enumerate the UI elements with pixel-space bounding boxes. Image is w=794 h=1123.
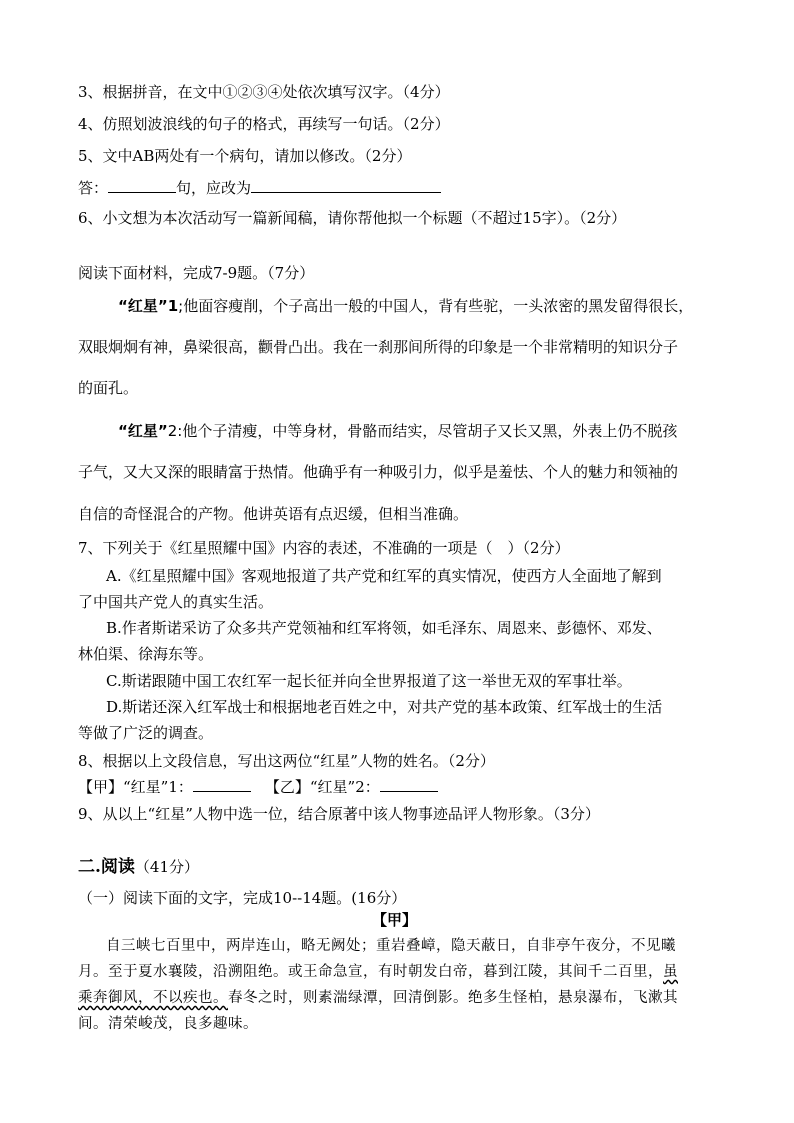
- classical-line-1: 自三峡七百里中，两岸连山，略无阙处；重岩叠嶂，隐天蔽日，自非亭午夜分，不见曦: [106, 938, 676, 954]
- classical-line-4: 间。清荣峻茂，良多趣味。: [78, 1016, 258, 1032]
- classical-line-3: [78, 988, 678, 1008]
- classical-wavy-2b: 虽: [663, 964, 678, 980]
- star1-line-2: 双眼炯炯有神，鼻梁很高，颧骨凸出。我在一刹那间所得的印象是一个非常精明的知识分子: [78, 338, 679, 356]
- q7-option-d-2: 等做了广泛的调查。: [78, 724, 214, 742]
- classical-wavy-3a: 乘奔御风，不以疾也。: [78, 990, 228, 1006]
- q8-yi-blank[interactable]: [380, 777, 438, 792]
- star2-line-3: 自信的奇怪混合的产物。他讲英语有点迟缓，但相当准确。: [78, 505, 469, 523]
- sub1-line: （一）阅读下面的文字，完成10--14题。(16分）: [78, 889, 407, 907]
- q3-line: 3、根据拼音，在文中①②③④处依次填写汉字。（4分）: [78, 83, 450, 101]
- q7-stem: 7、下列关于《红星照耀中国》内容的表述，不准确的一项是（ ）（2分）: [78, 539, 570, 557]
- q4-line: 4、仿照划波浪线的句子的格式，再续写一句话。（2分）: [78, 115, 450, 133]
- reading-intro: 阅读下面材料，完成7-9题。（7分）: [78, 264, 315, 282]
- q7-option-d-1: D.斯诺还深入红军战士和根据地老百姓之中，对共产党的基本政策、红军战士的生活: [106, 698, 663, 716]
- star2-line-2: 子气，又大又深的眼睛富于热情。他确乎有一种吸引力，似乎是羞怯、个人的魅力和领袖的: [78, 463, 679, 481]
- answer-mid: 句，应改为: [176, 179, 252, 197]
- q8-yi-label: 【乙】“红星”2：: [264, 778, 380, 796]
- star1-line-1: [118, 296, 693, 316]
- q8-stem: 8、根据以上文段信息，写出这两位“红星”人物的姓名。（2分）: [78, 752, 495, 770]
- classical-text-3b: 春冬之时，则素湍绿潭，回清倒影。绝多生怪柏，悬泉瀑布，飞漱其: [228, 990, 678, 1006]
- star1-line-3: 的面孔。: [78, 379, 139, 397]
- q7-option-b-1: B.作者斯诺采访了众多共产党领袖和红军将领，如毛泽东、周恩来、彭德怀、邓发、: [106, 619, 662, 637]
- star1-text-1: ;他面容瘦削，个子高出一般的中国人，背有些驼，一头浓密的黑发留得很长，: [178, 297, 694, 315]
- star1-label: “红星”1: [118, 297, 179, 315]
- q8-jia-label: 【甲】“红星”1：: [78, 778, 193, 796]
- q8-answers: [78, 777, 438, 797]
- answer-line: [78, 178, 441, 198]
- answer-blank-2[interactable]: [251, 178, 441, 193]
- q9-line: 9、从以上“红星”人物中选一位，结合原著中该人物事迹品评人物形象。（3分）: [78, 805, 600, 823]
- q5-line: 5、文中AB两处有一个病句，请加以修改。（2分）: [78, 147, 412, 165]
- q7-option-c-1: C.斯诺跟随中国工农红军一起长征并向全世界报道了这一举世无双的军事壮举。: [106, 672, 632, 690]
- q7-option-a-2: 了中国共产党人的真实生活。: [78, 593, 274, 611]
- q6-line: 6、小文想为本次活动写一篇新闻稿，请你帮他拟一个标题（不超过15字）。（2分）: [78, 209, 627, 227]
- star2-text-1: 2:他个子清瘦，中等身材，骨骼而结实，尽管胡子又长又黑，外表上仍不脱孩: [167, 422, 678, 440]
- section2-score: （41分）: [134, 858, 200, 876]
- q7-option-a-1: A.《红星照耀中国》客观地报道了共产党和红军的真实情况，使西方人全面地了解到: [106, 567, 662, 585]
- section2-heading: [78, 857, 199, 877]
- q8-jia-blank[interactable]: [193, 777, 251, 792]
- classical-line-2: [78, 962, 678, 982]
- answer-prefix: 答：: [78, 179, 109, 197]
- star2-label: “红星”: [118, 422, 168, 440]
- q7-option-b-2: 林伯渠、徐海东等。: [78, 645, 214, 663]
- star2-line-1: [118, 421, 677, 441]
- jia-title: 【甲】: [372, 911, 418, 929]
- section2-title: 二.阅读: [78, 857, 135, 877]
- answer-blank-1[interactable]: [108, 178, 176, 193]
- classical-text-2a: 月。至于夏水襄陵，沿溯阻绝。或王命急宣，有时朝发白帝，暮到江陵，其间千二百里，: [78, 964, 663, 980]
